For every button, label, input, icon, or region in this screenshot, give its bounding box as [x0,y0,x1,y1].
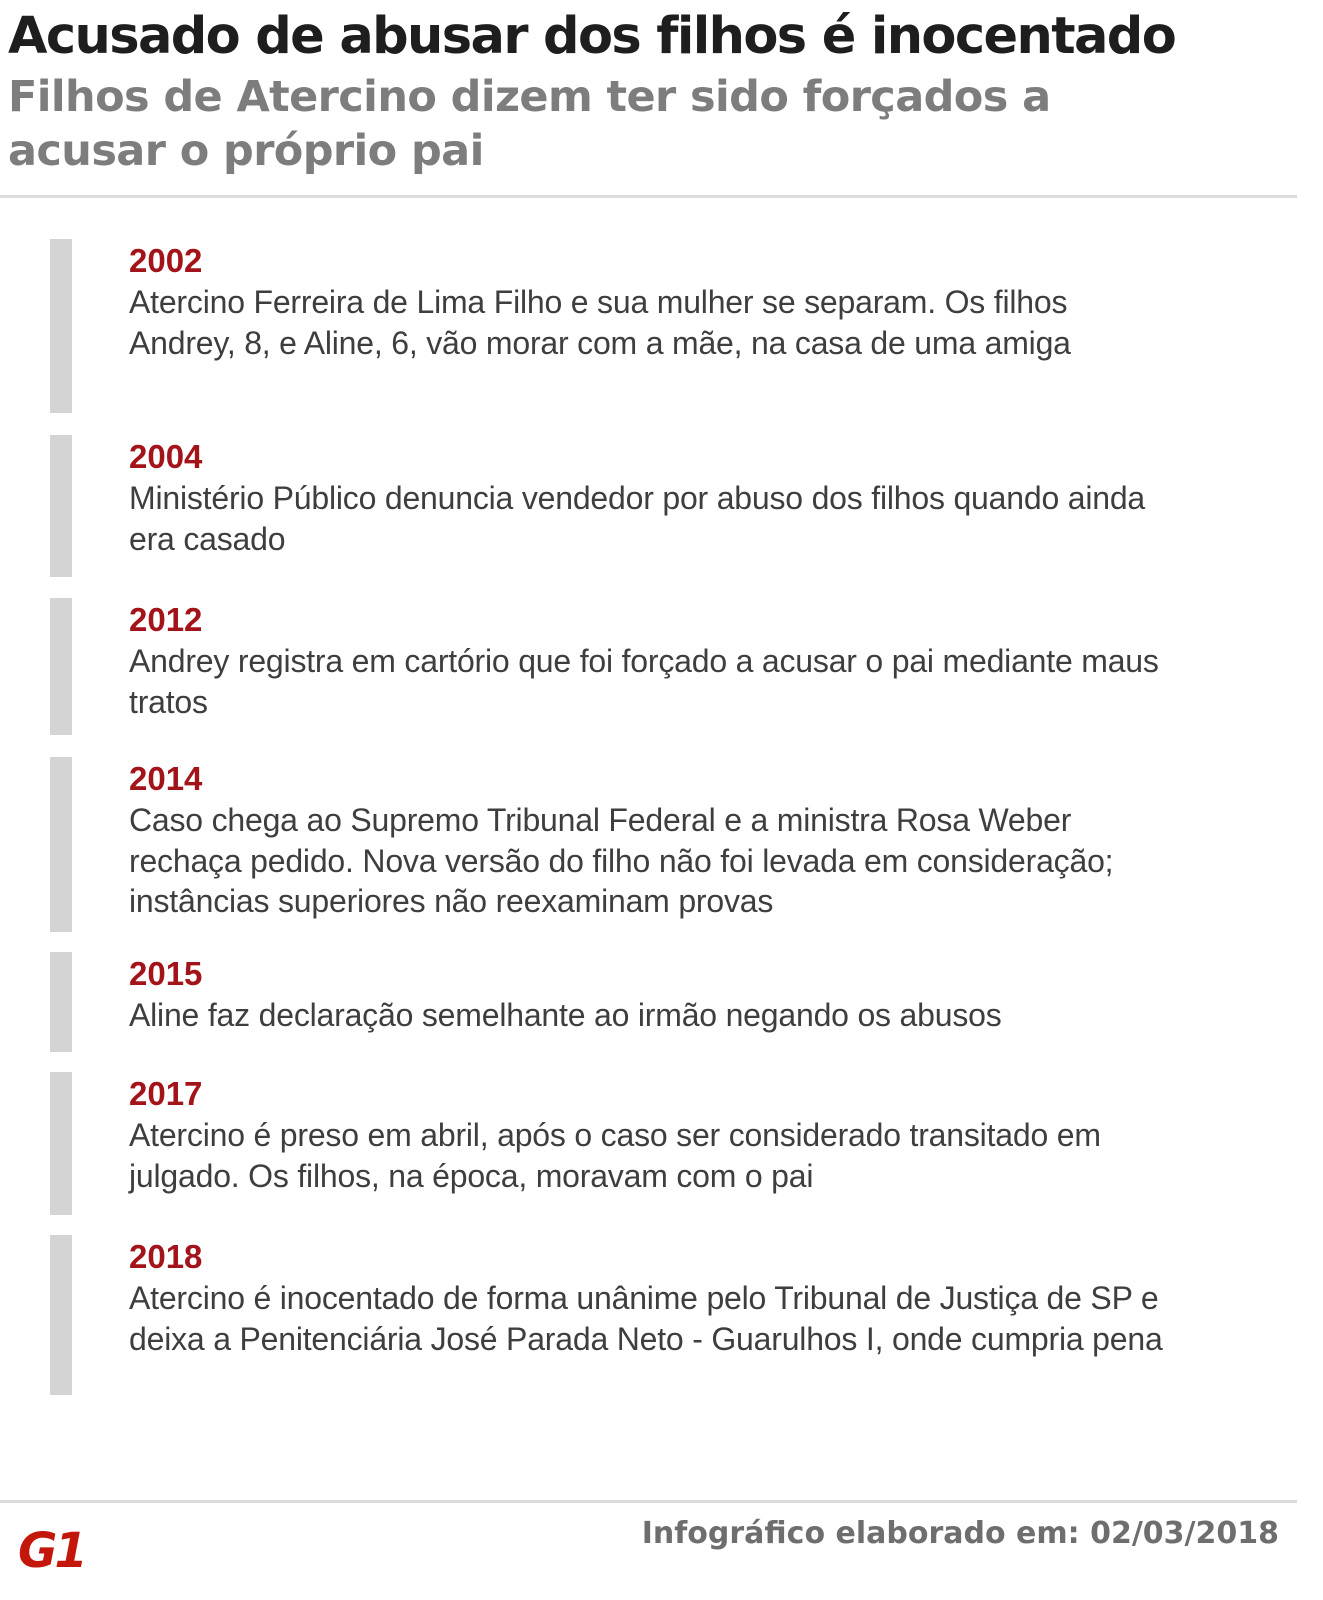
timeline-bar [50,952,72,1052]
footer-divider [0,1500,1297,1503]
g1-logo-text: G1 [18,1524,85,1572]
timeline-event-2012 [0,598,1323,735]
event-description: Atercino Ferreira de Lima Filho e sua mulher se separam. Os filhos Andrey, 8, e Aline, 6, vão morar com a mãe, na casa de uma amiga [129,284,1071,361]
timeline-event-2015 [0,952,1323,1052]
timeline-event-2017 [0,1072,1323,1215]
timeline-event-2014 [0,757,1323,932]
event-description: Atercino é preso em abril, após o caso ser considerado transitado em julgado. Os filhos, na época, moravam com o pai [129,1117,1101,1194]
event-year: 2004 [129,438,203,475]
timeline [0,239,1323,1395]
page-title: Acusado de abusar dos filhos é inocentado [8,7,1176,66]
event-description: Atercino é inocentado de forma unânime pelo Tribunal de Justiça de SP e deixa a Penitenciária José Parada Neto - Guarulhos I, onde cumpria pena [129,1280,1163,1357]
event-year: 2014 [129,760,203,797]
timeline-bar [50,1072,72,1215]
infographic-credit: Infográfico elaborado em: 02/03/2018 [641,1516,1279,1551]
timeline-bar [50,435,72,577]
timeline-bar [50,1235,72,1395]
event-description: Andrey registra em cartório que foi forçado a acusar o pai mediante maus tratos [129,643,1159,720]
page-subtitle: Filhos de Atercino dizem ter sido forçados a acusar o próprio pai [8,72,1051,176]
event-year: 2017 [129,1075,203,1112]
timeline-bar [50,757,72,932]
header-divider [0,195,1297,198]
timeline-event-2018 [0,1235,1323,1395]
event-year: 2002 [129,242,203,279]
header [8,6,1318,178]
event-year: 2015 [129,955,203,992]
timeline-bar [50,239,72,413]
timeline-event-2002 [0,239,1323,413]
event-year: 2012 [129,601,203,638]
timeline-event-2004 [0,435,1323,577]
g1-logo [18,1524,102,1572]
event-description: Caso chega ao Supremo Tribunal Federal e a ministra Rosa Weber rechaça pedido. Nova versão do filho não foi levada em consideração; instâncias superiores não reexaminam provas [129,802,1114,919]
event-description: Ministério Público denuncia vendedor por abuso dos filhos quando ainda era casado [129,480,1146,557]
event-year: 2018 [129,1238,203,1275]
event-description: Aline faz declaração semelhante ao irmão negando os abusos [129,997,1002,1033]
timeline-bar [50,598,72,735]
